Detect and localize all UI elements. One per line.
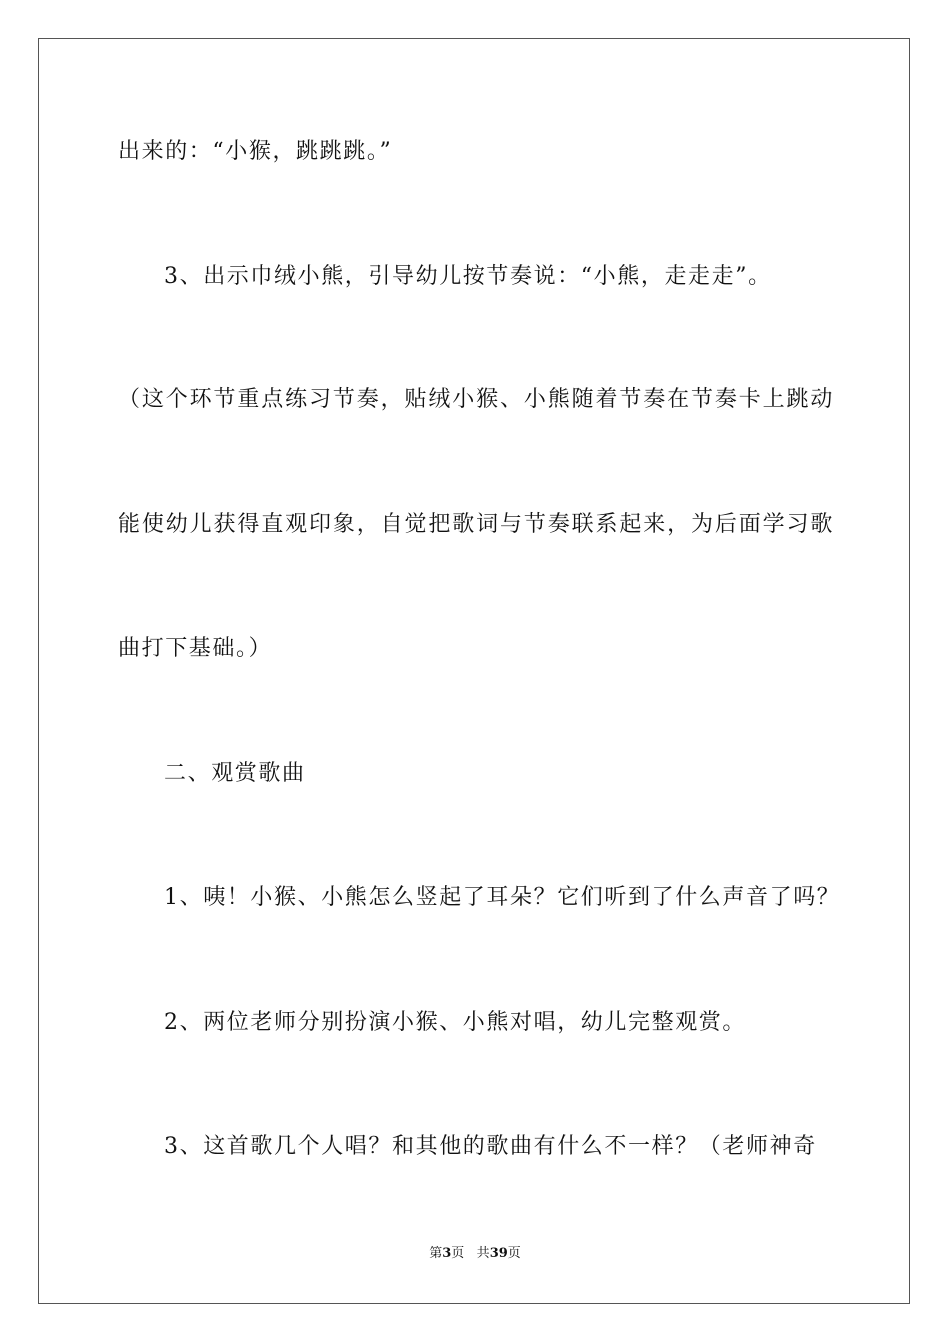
footer-page-prefix: 第 (429, 1246, 443, 1261)
footer-total-prefix: 共 (476, 1246, 490, 1261)
text-line-1: 出来的：“小猴，跳跳跳。” (118, 139, 393, 164)
text-line-4: 能使幼儿获得直观印象，自觉把歌词与节奏联系起来，为后面学习歌 (118, 512, 834, 537)
footer-page-total: 39 (489, 1246, 508, 1261)
text-line-2: 3、出示巾绒小熊，引导幼儿按节奏说：“小熊，走走走”。 (164, 264, 772, 289)
footer-total-suffix: 页 (507, 1246, 521, 1261)
text-line-6: 1、咦！小猴、小熊怎么竖起了耳朵？它们听到了什么声音了吗？ (164, 885, 841, 910)
section-heading: 二、观赏歌曲 (164, 761, 306, 786)
footer-page-current: 3 (442, 1246, 452, 1261)
text-line-5: 曲打下基础。） (118, 636, 273, 661)
text-line-3: （这个环节重点练习节奏，贴绒小猴、小熊随着节奏在节奏卡上跳动 (118, 387, 834, 412)
page-border (38, 38, 910, 1304)
footer-page-suffix: 页 (451, 1246, 465, 1261)
text-line-7: 2、两位老师分别扮演小猴、小熊对唱，幼儿完整观赏。 (164, 1010, 746, 1035)
page-footer (0, 1245, 950, 1263)
text-line-8: 3、这首歌几个人唱？和其他的歌曲有什么不一样？（老师神奇 (164, 1134, 817, 1159)
